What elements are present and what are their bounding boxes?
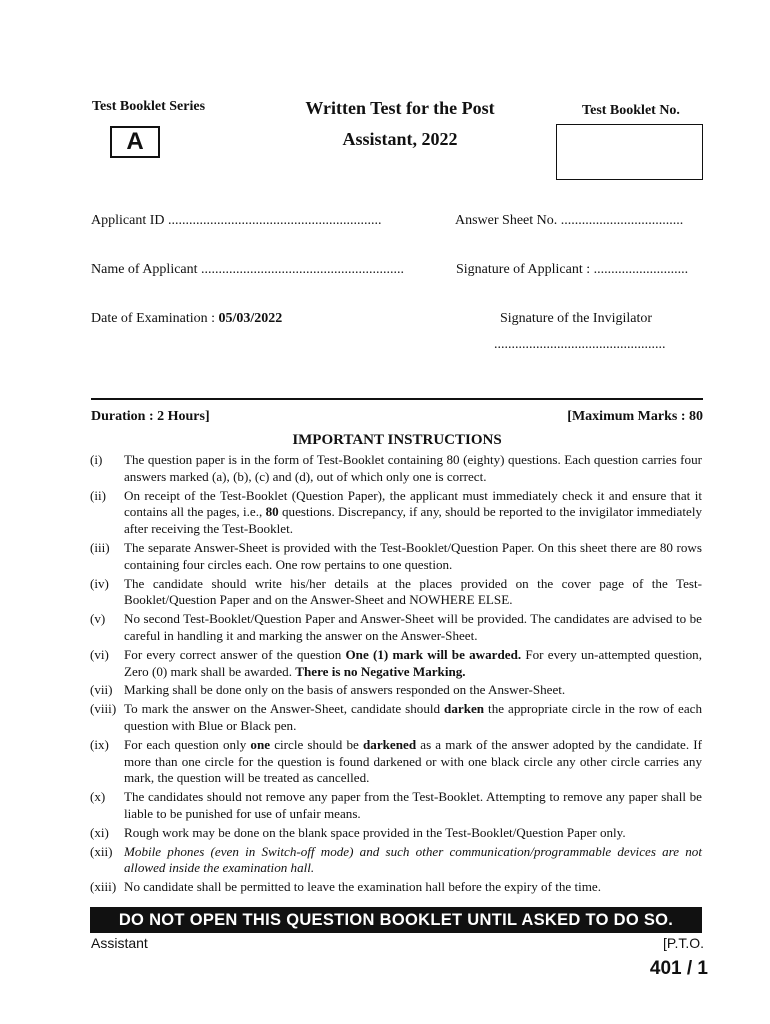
test-booklet-series-label: Test Booklet Series bbox=[92, 99, 206, 114]
instruction-text: For every un-attempted question, Zero (0) mark shall be awarded. bbox=[124, 646, 702, 679]
instruction-text: For every correct answer of the question bbox=[124, 646, 346, 662]
instruction-item bbox=[90, 701, 702, 735]
instruction-number: (iii) bbox=[90, 539, 110, 555]
instruction-number: (xi) bbox=[90, 824, 109, 840]
instruction-item bbox=[90, 611, 702, 645]
instruction-text: No second Test-Booklet/Question Paper and Answer-Sheet will be provided. The candidates are advised to be careful in handling it and marking the answer on the Answer-Sheet. bbox=[124, 611, 702, 643]
instruction-item bbox=[90, 452, 702, 486]
do-not-open-banner: DO NOT OPEN THIS QUESTION BOOKLET UNTIL ASKED TO DO SO. bbox=[90, 907, 702, 933]
test-booklet-series-box: A bbox=[110, 126, 160, 158]
maximum-marks: [Maximum Marks : 80 bbox=[567, 409, 703, 424]
instruction-text: questions. Discrepancy, if any, should be reported to the invigilator immediately after receiving the Test-Booklet. bbox=[124, 504, 703, 537]
instruction-number: (vi) bbox=[90, 646, 109, 662]
instruction-bold: darkened bbox=[362, 736, 417, 752]
instruction-text: The candidate should write his/her details at the places provided on the cover page of the Test-Booklet/Question Paper and on the Answer-Sheet and NOWHERE ELSE. bbox=[124, 575, 702, 608]
instruction-text: For each question only bbox=[124, 736, 251, 752]
instruction-bold: darken bbox=[444, 701, 485, 717]
instructions-list bbox=[90, 452, 702, 898]
instruction-number: (i) bbox=[90, 452, 103, 467]
instruction-number: (vii) bbox=[90, 682, 113, 698]
instruction-bold: one bbox=[250, 736, 271, 752]
date-value: 05/03/2022 bbox=[218, 311, 283, 326]
instruction-item bbox=[90, 647, 702, 681]
instruction-item bbox=[90, 844, 702, 878]
instruction-number: (ii) bbox=[90, 487, 106, 503]
instruction-number: (iv) bbox=[90, 575, 109, 591]
applicant-id-field: Applicant ID ............................................................. bbox=[91, 213, 382, 228]
instruction-text: circle should be bbox=[270, 736, 363, 752]
instruction-bold: There is no Negative Marking. bbox=[295, 663, 466, 679]
instruction-text: Marking shall be done only on the basis of answers responded on the Answer-Sheet. bbox=[124, 682, 566, 698]
instruction-item bbox=[90, 879, 702, 896]
invigilator-signature-label: Signature of the Invigilator bbox=[500, 311, 653, 326]
instruction-item bbox=[90, 789, 702, 823]
instruction-number: (viii) bbox=[90, 701, 117, 717]
instruction-bold: 80 bbox=[265, 504, 279, 520]
instruction-item bbox=[90, 576, 702, 610]
instruction-item bbox=[90, 488, 702, 538]
instruction-item bbox=[90, 682, 702, 699]
instruction-text: the appropriate circle in the row of each question with Blue or Black pen. bbox=[124, 701, 703, 733]
instruction-text: No candidate shall be permitted to leave the examination hall before the expiry of the time. bbox=[124, 879, 602, 895]
instruction-number: (xiii) bbox=[90, 879, 117, 895]
instruction-text: The question paper is in the form of Test-Booklet containing 80 (eighty) questions. Each question carries four answers marked (a), (b), (c) and (d), out of which only one is correct. bbox=[124, 452, 702, 484]
instruction-number: (ix) bbox=[90, 736, 109, 752]
instruction-number: (v) bbox=[90, 611, 106, 627]
name-of-applicant-field: Name of Applicant .......................................................... bbox=[91, 262, 405, 277]
footer-pto: [P.T.O. bbox=[663, 935, 704, 951]
instruction-number: (x) bbox=[90, 789, 106, 805]
instruction-text: Rough work may be done on the blank space provided in the Test-Booklet/Question Paper only. bbox=[124, 824, 626, 840]
invigilator-signature-line: ................................................. bbox=[494, 337, 666, 352]
instruction-text: To mark the answer on the Answer-Sheet, candidate should bbox=[124, 701, 445, 717]
divider-rule bbox=[91, 398, 703, 400]
page-code: 401 / 1 bbox=[649, 958, 708, 979]
footer-post-name: Assistant bbox=[91, 935, 148, 951]
test-booklet-number-label: Test Booklet No. bbox=[582, 103, 680, 118]
instruction-item bbox=[90, 540, 702, 574]
test-subtitle: Assistant, 2022 bbox=[342, 129, 458, 149]
answer-sheet-number-field: Answer Sheet No. ................................... bbox=[455, 213, 684, 228]
signature-of-applicant-field: Signature of Applicant : ........................... bbox=[456, 262, 689, 277]
date-of-examination bbox=[91, 310, 282, 328]
duration: Duration : 2 Hours] bbox=[91, 409, 210, 424]
instruction-text: as a mark of the answer adopted by the candidate. If more than one circle for the question is found darkened or with one black circle any other circle carries any mark, the question will be treated as cancelled. bbox=[124, 736, 703, 786]
test-booklet-number-box bbox=[556, 124, 703, 180]
instruction-item bbox=[90, 825, 702, 842]
instruction-text: Mobile phones (even in Switch-off mode) and such other communication/programmable devices are not allowed inside the examination hall. bbox=[124, 843, 702, 876]
instruction-text: The separate Answer-Sheet is provided with the Test-Booklet/Question Paper. On this sheet there are 80 rows containing four circles each. One row pertains to one question. bbox=[124, 539, 702, 572]
instruction-bold: One (1) mark will be awarded. bbox=[345, 646, 522, 662]
instruction-text: The candidates should not remove any paper from the Test-Booklet. Attempting to remove any paper shall be liable to be punished for use of unfair means. bbox=[124, 789, 702, 821]
date-label: Date of Examination : bbox=[91, 311, 219, 326]
instruction-text: On receipt of the Test-Booklet (Question Paper), the applicant must immediately check it and ensure that it contains all the pages, i.e., bbox=[124, 487, 702, 520]
test-title: Written Test for the Post bbox=[305, 98, 495, 118]
instruction-number: (xii) bbox=[90, 843, 113, 859]
instruction-item bbox=[90, 737, 702, 787]
instructions-heading: IMPORTANT INSTRUCTIONS bbox=[292, 432, 502, 448]
